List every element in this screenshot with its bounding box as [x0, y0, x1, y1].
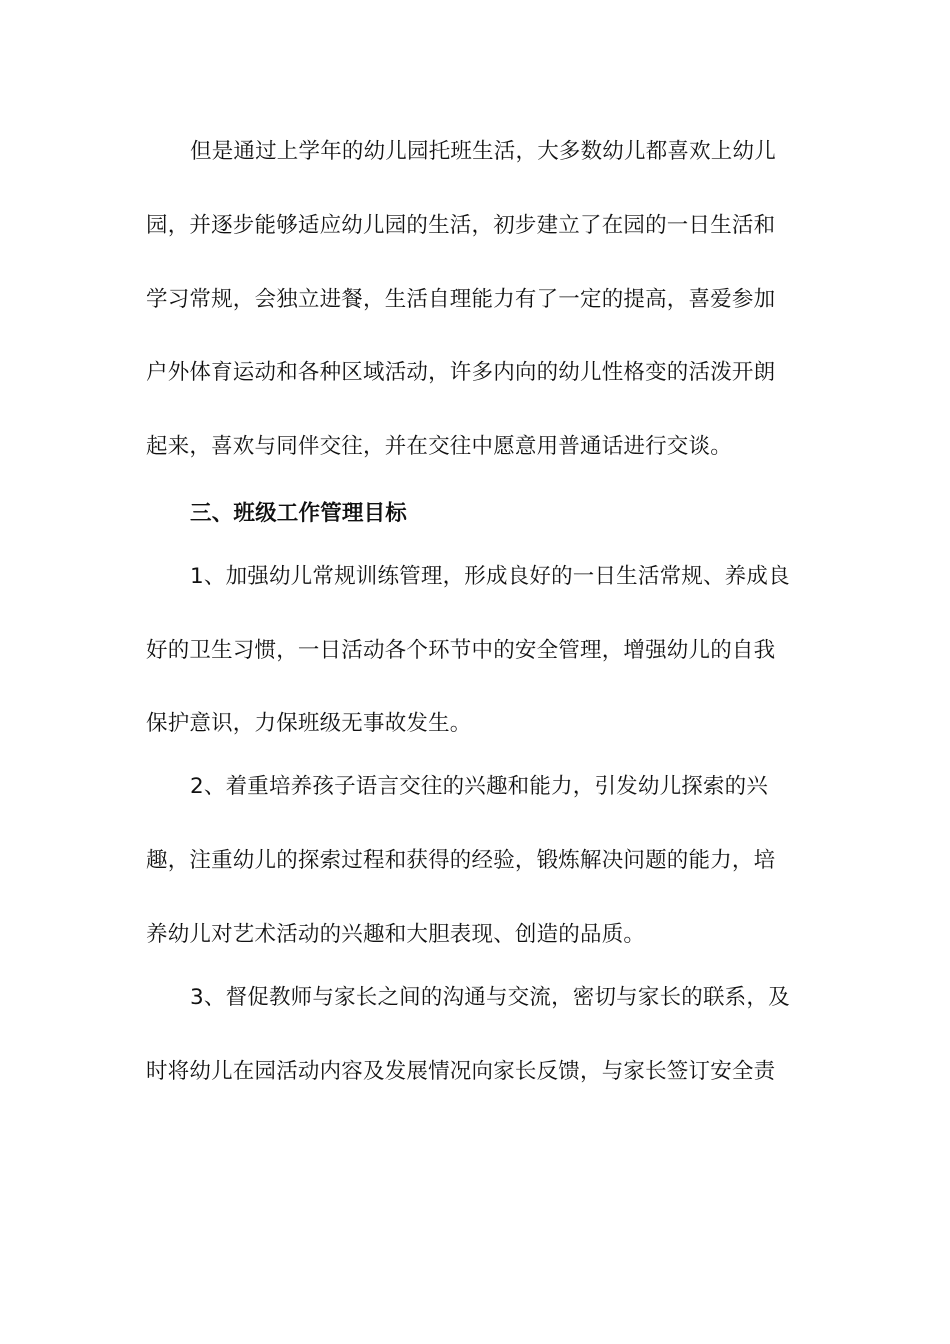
paragraph-line: 趣，注重幼儿的探索过程和获得的经验，锻炼解决问题的能力，培: [146, 848, 776, 873]
paragraph-line: 好的卫生习惯，一日活动各个环节中的安全管理，增强幼儿的自我: [146, 638, 776, 663]
paragraph-line: 户外体育运动和各种区域活动，许多内向的幼儿性格变的活泼开朗: [146, 360, 776, 385]
paragraph-line: 但是通过上学年的幼儿园托班生活，大多数幼儿都喜欢上幼儿: [190, 139, 776, 164]
paragraph-line: 学习常规，会独立进餐，生活自理能力有了一定的提高，喜爱参加: [146, 287, 776, 312]
paragraph-line: 2、着重培养孩子语言交往的兴趣和能力，引发幼儿探索的兴: [190, 774, 769, 799]
paragraph-line: 1、加强幼儿常规训练管理，形成良好的一日生活常规、养成良: [190, 564, 790, 589]
paragraph-line: 时将幼儿在园活动内容及发展情况向家长反馈，与家长签订安全责: [146, 1059, 776, 1084]
section-heading: 三、班级工作管理目标: [190, 501, 408, 526]
paragraph-line: 园，并逐步能够适应幼儿园的生活，初步建立了在园的一日生活和: [146, 213, 776, 238]
paragraph-line: 保护意识，力保班级无事故发生。: [146, 711, 472, 736]
paragraph-line: 起来，喜欢与同伴交往，并在交往中愿意用普通话进行交谈。: [146, 434, 732, 459]
paragraph-line: 养幼儿对艺术活动的兴趣和大胆表现、创造的品质。: [146, 922, 646, 947]
paragraph-line: 3、督促教师与家长之间的沟通与交流，密切与家长的联系，及: [190, 985, 790, 1010]
